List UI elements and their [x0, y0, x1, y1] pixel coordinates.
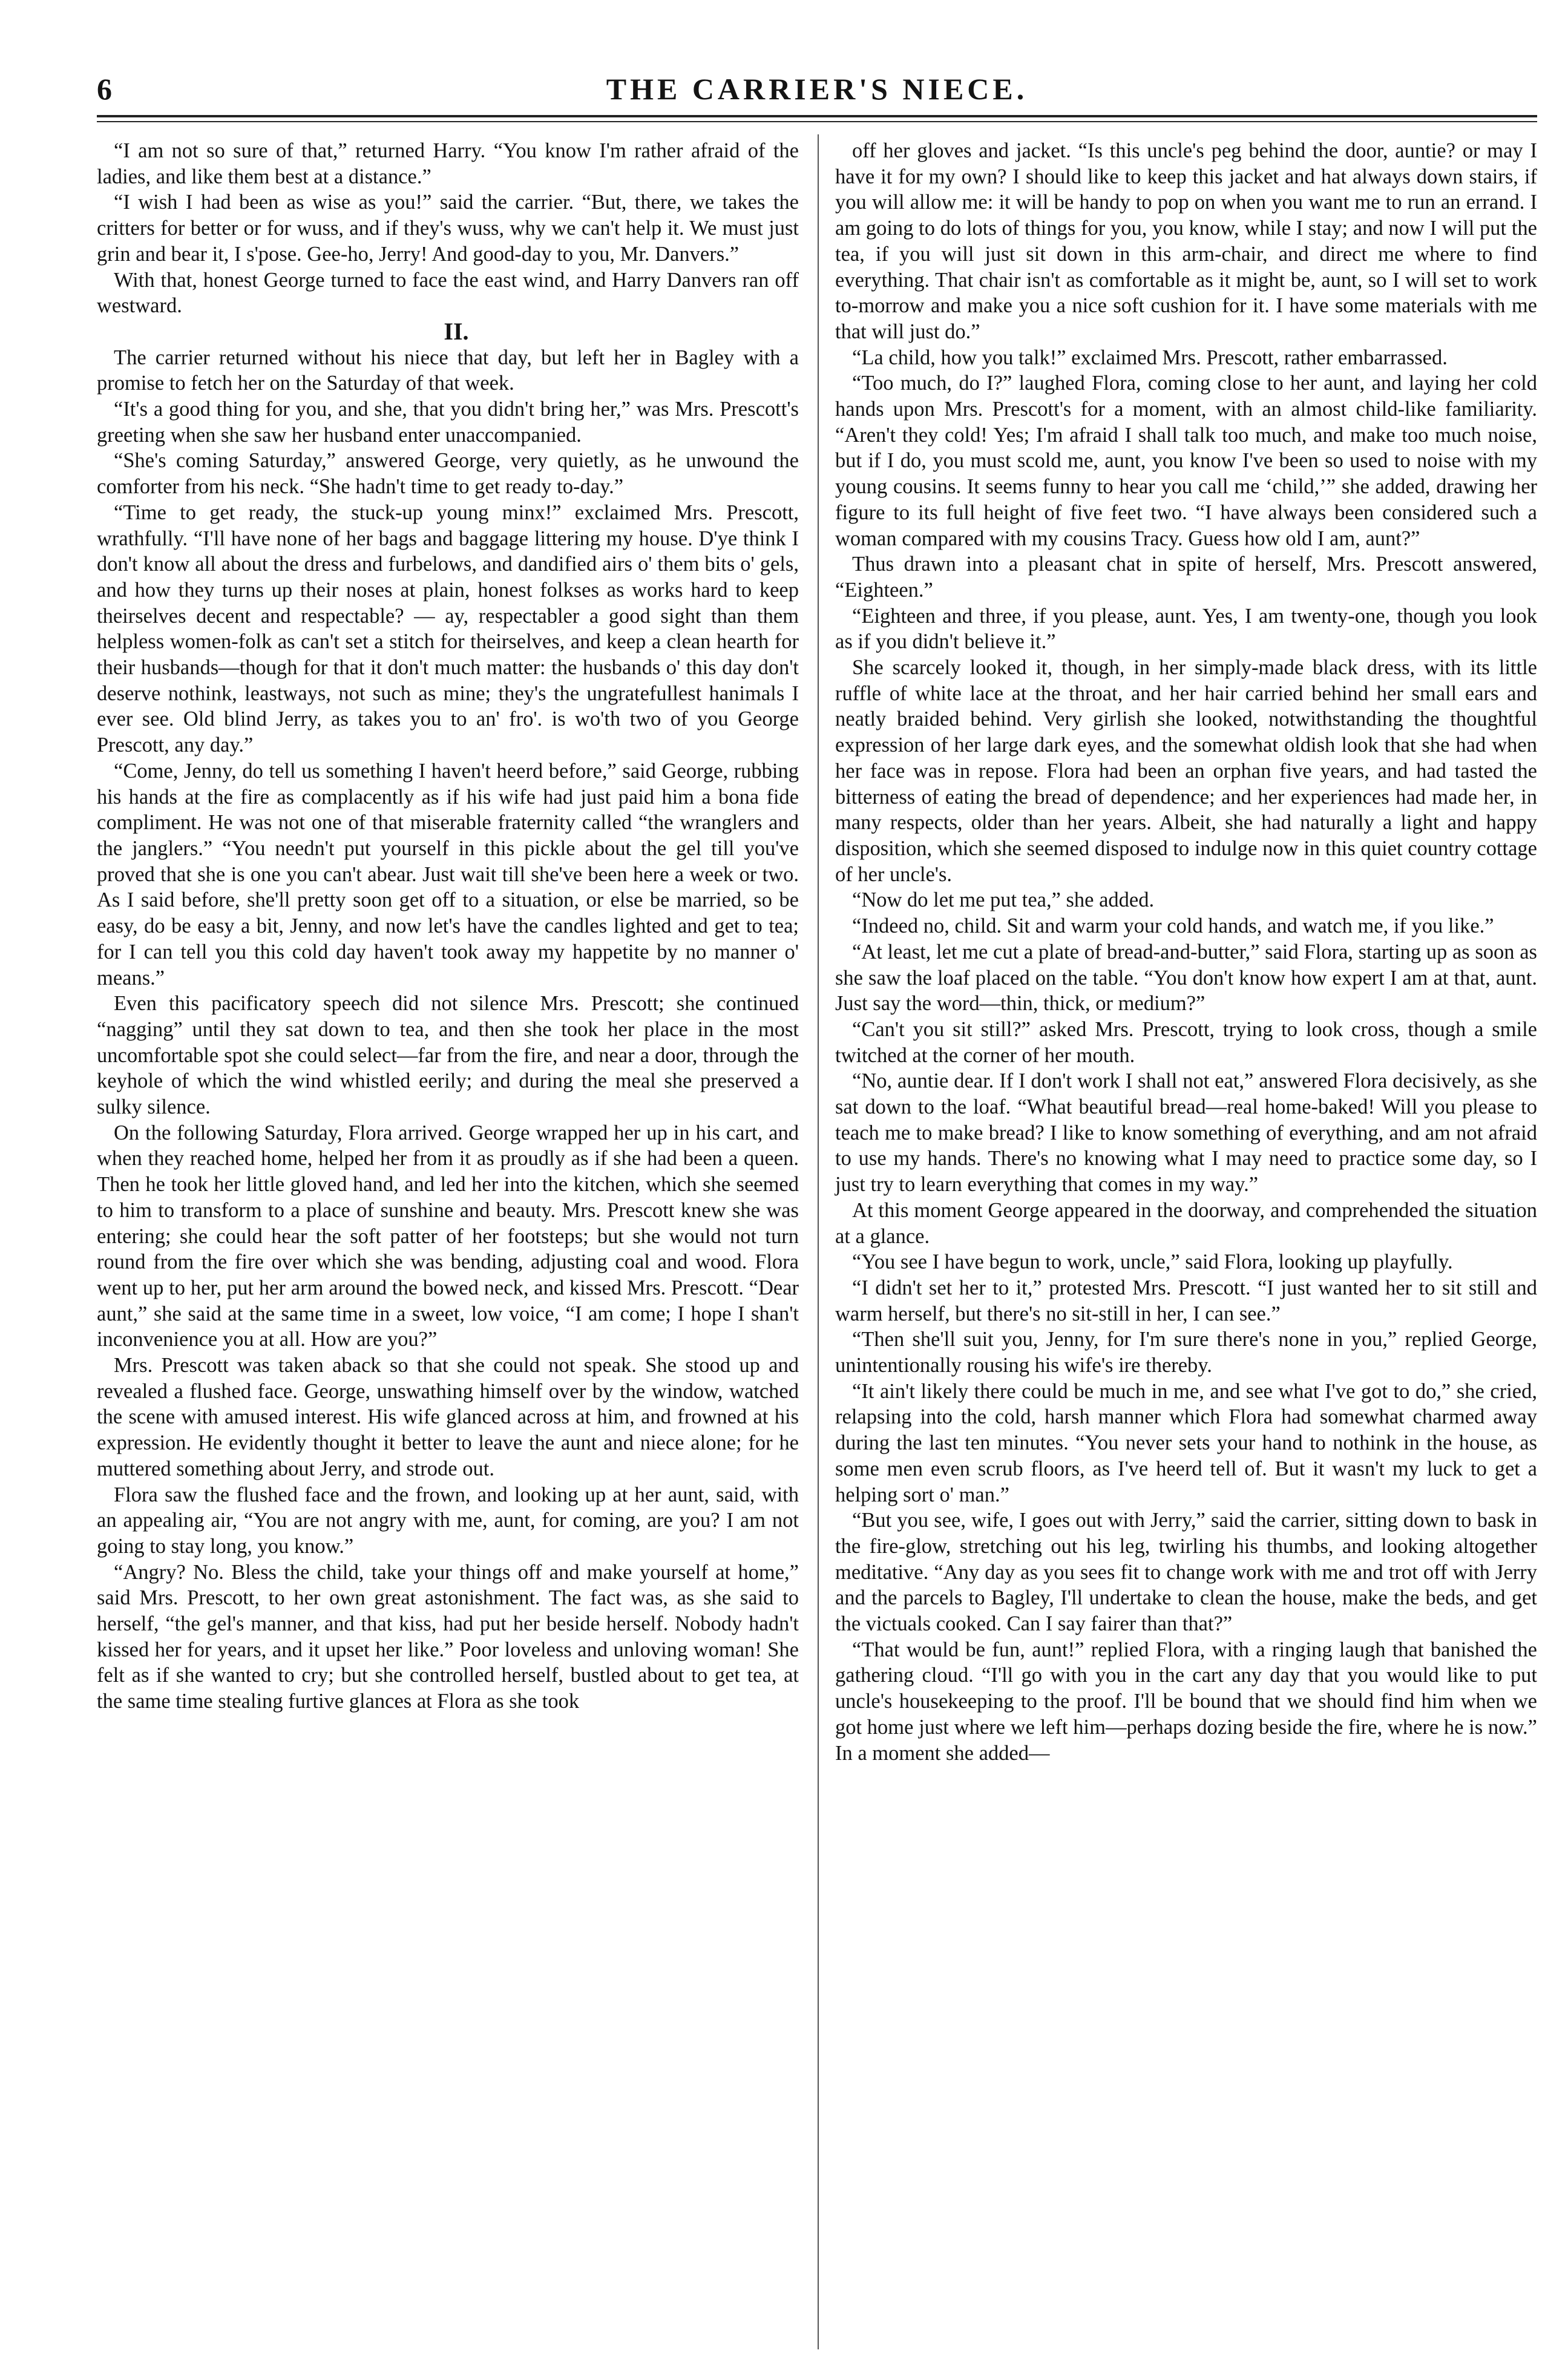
- right-column: [835, 138, 1537, 1766]
- paragraph: “Can't you sit still?” asked Mrs. Prescott, trying to look cross, though a smile twitched at the corner of her mouth.: [835, 1017, 1537, 1067]
- column-divider: [818, 134, 819, 2349]
- paragraph: “At least, let me cut a plate of bread-and-butter,” said Flora, starting up as soon as she saw the loaf placed on the table. “You don't know how expert I am at that, aunt. Just say the word—thin, thick, or medium?”: [835, 940, 1537, 1016]
- paragraph: “No, auntie dear. If I don't work I shall not eat,” answered Flora decisively, as she sat down to the loaf. “What beautiful bread—real home-baked! Will you please to teach me to make bread? I like to know something of everything, and am not afraid to use my hands. There's no knowing what I may need to practice some day, so I just try to learn everything that comes in my way.”: [835, 1069, 1537, 1196]
- paragraph: “Angry? No. Bless the child, take your things off and make yourself at home,” said Mrs. Prescott, to her own great astonishment. The fact was, as she said to herself, “the gel's manner, and that kiss, had put her beside herself. Nobody hadn't kissed her for years, and it upset her like.” Poor loveless and unloving woman! She felt as if she wanted to cry; but she controlled herself, bustled about to get tea, at the same time stealing furtive glances at Flora as she took: [97, 1560, 799, 1713]
- paragraph: “Indeed no, child. Sit and warm your cold hands, and watch me, if you like.”: [852, 914, 1494, 938]
- header-rule-thick: [97, 115, 1537, 117]
- paragraph: “Now do let me put tea,” she added.: [852, 888, 1155, 912]
- section-heading: II.: [444, 317, 469, 345]
- paragraph: “I wish I had been as wise as you!” said the carrier. “But, there, we takes the critters for better or for wuss, and if they's wuss, why we can't help it. We must just grin and bear it, I s'pose. Gee-ho, Jerry! And good-day to you, Mr. Danvers.”: [97, 191, 799, 266]
- paragraph: The carrier returned without his niece that day, but left her in Bagley with a promise to fetch her on the Saturday of that week.: [97, 346, 799, 395]
- paragraph: With that, honest George turned to face the east wind, and Harry Danvers ran off westward.: [97, 268, 799, 318]
- paragraph: “I didn't set her to it,” protested Mrs. Prescott. “I just wanted her to sit still and warm herself, but there's no sit-still in her, I can see.”: [835, 1276, 1537, 1325]
- paragraph: Flora saw the flushed face and the frown, and looking up at her aunt, said, with an appealing air, “You are not angry with me, aunt, for coming, are you? I am not going to stay long, you know.”: [97, 1483, 799, 1558]
- left-column: [97, 138, 799, 1715]
- paragraph: “Too much, do I?” laughed Flora, coming close to her aunt, and laying her cold hands upon Mrs. Prescott's for a moment, with an almost child-like familiarity. “Aren't they cold! Yes; I'm afraid I shall talk too much, and make too much noise, but if I do, you must scold me, aunt, you know I've been so used to noise with my young cousins. It seems funny to hear you call me ‘child,’” she added, drawing her figure to its full height of five feet two. “I have always been considered such a woman compared with my cousins Tracy. Guess how old I am, aunt?”: [835, 372, 1537, 550]
- paragraph: She scarcely looked it, though, in her simply-made black dress, with its little ruffle of white lace at the throat, and her hair carried behind her small ears and neatly braided behind. Very girlish she looked, notwithstanding the thoughtful expression of her large dark eyes, and the somewhat oldish look that she had when her face was in repose. Flora had been an orphan five years, and had tasted the bitterness of eating the bread of dependence; and her experiences had made her, in many respects, older than her years. Albeit, she had naturally a light and happy disposition, which she seemed disposed to indulge now in this quiet country cottage of her uncle's.: [835, 656, 1537, 886]
- page-number: 6: [97, 72, 112, 106]
- paragraph: “It's a good thing for you, and she, that you didn't bring her,” was Mrs. Prescott's greeting when she saw her husband enter unaccompanied.: [97, 398, 799, 447]
- paragraph: “That would be fun, aunt!” replied Flora, with a ringing laugh that banished the gathering cloud. “I'll go with you in the cart any day that you would like to put uncle's housekeeping to the proof. I'll be bound that we should find him when we got home just where we left him—perhaps dozing beside the fire, where he is now.” In a moment she added—: [835, 1638, 1537, 1765]
- paragraph: “Then she'll suit you, Jenny, for I'm sure there's none in you,” replied George, unintentionally rousing his wife's ire thereby.: [835, 1328, 1537, 1377]
- paragraph: off her gloves and jacket. “Is this uncle's peg behind the door, auntie? or may I have it for my own? I should like to keep this jacket and hat always down stairs, if you will allow me: it will be handy to pop on when you want me to run an errand. I am going to do lots of things for you, you know, while I stay; and now I will put the tea, if you will just sit down in this arm-chair, and direct me where to find everything. That chair isn't as comfortable as it might be, aunt, so I will set to work to-morrow and make you a nice soft cushion for it. I have some materials with me that will just do.”: [835, 139, 1537, 343]
- paragraph: “Come, Jenny, do tell us something I haven't heerd before,” said George, rubbing his hands at the fire as complacently as if his wife had just paid him a bona fide compliment. He was not one of that miserable fraternity called “the wranglers and the janglers.” “You needn't put yourself in this pickle about the gel till you've proved that she is one you can't abear. Just wait till she've been here a week or two. As I said before, she'll pretty soon get off to a situation, or else be married, so be easy, do be easy a bit, Jenny, and now let's have the candles lighted and get to tea; for I can tell you this cold day haven't took away my happetite by no manner o' means.”: [97, 759, 799, 989]
- paragraph: “You see I have begun to work, uncle,” said Flora, looking up playfully.: [852, 1250, 1453, 1274]
- page-header: [97, 71, 1537, 114]
- paragraph: Even this pacificatory speech did not silence Mrs. Prescott; she continued “nagging” until they sat down to tea, and then she took her place in the most uncomfortable spot she could select—far from the fire, and near a door, through the keyhole of which the wind whistled eerily; and during the meal she preserved a sulky silence.: [97, 992, 799, 1119]
- paragraph: “Eighteen and three, if you please, aunt. Yes, I am twenty-one, though you look as if you didn't believe it.”: [835, 604, 1537, 654]
- paragraph: “It ain't likely there could be much in me, and see what I've got to do,” she cried, relapsing into the cold, harsh manner which Flora had somewhat charmed away during the last ten minutes. “You never sets your hand to nothink in the house, as some men even scrub floors, as I've heerd tell of. But it wasn't my luck to get a helping sort o' man.”: [835, 1379, 1537, 1506]
- paragraph: “She's coming Saturday,” answered George, very quietly, as he unwound the comforter from his neck. “She hadn't time to get ready to-day.”: [97, 449, 799, 499]
- paragraph: At this moment George appeared in the doorway, and comprehended the situation at a glance.: [835, 1198, 1537, 1248]
- paragraph: “Time to get ready, the stuck-up young minx!” exclaimed Mrs. Prescott, wrathfully. “I'll have none of her bags and baggage littering my house. D'ye think I don't know all about the dress and furbelows, and dandified airs o' them bits o' gels, and how they turns up their noses at plain, honest folkses as works hard to keep theirselves decent and respectable? — ay, respectabler a good sight than them helpless women-folk as can't set a stitch for theirselves, and keep a clean hearth for their husbands—though for that it don't much matter: the husbands o' this day don't deserve nothink, leastways, not such as mine; they's the ungratefullest hanimals I ever see. Old blind Jerry, as takes you to an' fro'. is wo'th two of you George Prescott, any day.”: [97, 500, 799, 757]
- running-head-title: THE CARRIER'S NIECE.: [606, 72, 1028, 106]
- paragraph: Mrs. Prescott was taken aback so that she could not speak. She stood up and revealed a flushed face. George, unswathing himself over by the window, watched the scene with amused interest. His wife glanced across at him, and frowned at his expression. He evidently thought it better to leave the aunt and niece alone; for he muttered something about Jerry, and strode out.: [97, 1354, 799, 1480]
- paragraph: On the following Saturday, Flora arrived. George wrapped her up in his cart, and when they reached home, helped her from it as proudly as if she had been a queen. Then he took her little gloved hand, and led her into the kitchen, which she seemed to him to transform to a place of sunshine and beauty. Mrs. Prescott knew she was entering; she could hear the soft patter of her footsteps; but she would not turn round from the fire over which she was bending, adjusting coal and wood. Flora went up to her, put her arm around the bowed neck, and kissed Mrs. Prescott. “Dear aunt,” she said at the same time in a sweet, low voice, “I am come; I hope I shan't inconvenience you at all. How are you?”: [97, 1121, 799, 1351]
- header-rule-thin: [97, 121, 1537, 122]
- paragraph: “I am not so sure of that,” returned Harry. “You know I'm rather afraid of the ladies, and like them best at a distance.”: [97, 139, 799, 188]
- paragraph: Thus drawn into a pleasant chat in spite of herself, Mrs. Prescott answered, “Eighteen.”: [835, 553, 1537, 602]
- paragraph: “But you see, wife, I goes out with Jerry,” said the carrier, sitting down to bask in the fire-glow, stretching out his leg, twirling his thumbs, and looking altogether meditative. “Any day as you sees fit to change work with me and trot off with Jerry and the parcels to Bagley, I'll undertake to clean the house, make the beds, and get the victuals cooked. Can I say fairer than that?”: [835, 1509, 1537, 1636]
- paragraph: “La child, how you talk!” exclaimed Mrs. Prescott, rather embarrassed.: [852, 346, 1448, 369]
